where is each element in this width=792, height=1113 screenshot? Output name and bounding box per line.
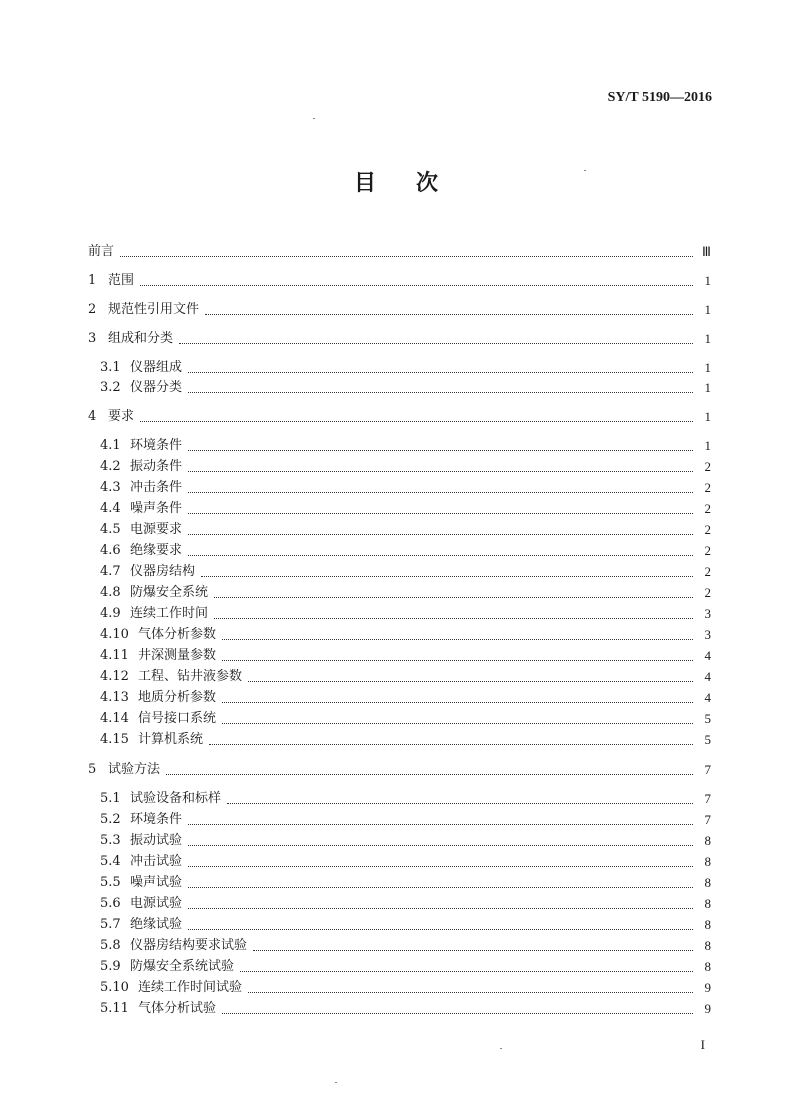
toc-entry[interactable]	[100, 874, 711, 892]
toc-entry-label: 噪声试验	[130, 875, 183, 890]
toc-entry-page: 7	[704, 762, 711, 777]
toc-entry[interactable]	[88, 408, 711, 426]
dot-leader	[188, 371, 693, 373]
toc-entry-number: 4.15	[100, 732, 129, 747]
toc-entry-number: 4.3	[100, 480, 121, 495]
dot-leader	[140, 284, 693, 286]
toc-entry-number: 4.2	[100, 459, 121, 474]
toc-entry-page: 2	[704, 522, 711, 537]
toc-entry-number: 4	[88, 409, 97, 424]
toc-entry-number: 3	[88, 331, 97, 346]
scan-speck	[335, 1082, 337, 1083]
toc-entry-number: 5.11	[100, 1001, 129, 1016]
toc-entry-label: 要求	[108, 409, 135, 424]
toc-entry-page: 8	[704, 917, 711, 932]
dot-leader	[188, 865, 693, 867]
toc-entry-number: 4.4	[100, 501, 121, 516]
dot-leader	[222, 659, 693, 661]
toc-entry-page: 9	[704, 980, 711, 995]
toc-entry-label: 电源试验	[130, 896, 183, 911]
toc-entry-page: 9	[704, 1001, 711, 1016]
dot-leader	[188, 823, 693, 825]
dot-leader	[201, 575, 693, 577]
toc-entry[interactable]	[100, 689, 711, 707]
toc-entry[interactable]	[88, 243, 711, 261]
toc-entry[interactable]	[100, 1000, 711, 1018]
toc-entry[interactable]	[100, 521, 711, 539]
dot-leader	[188, 554, 693, 556]
toc-entry-number: 4.8	[100, 585, 121, 600]
title-char-2: 次	[416, 170, 439, 196]
toc-entry-number: 5.9	[100, 959, 121, 974]
dot-leader	[205, 313, 693, 315]
toc-entry-number: 5.2	[100, 812, 121, 827]
toc-entry[interactable]	[100, 832, 711, 850]
toc-entry-page: 7	[704, 812, 711, 827]
toc-entry-label: 工程、钻井液参数	[138, 669, 243, 684]
toc-entry-page: 1	[704, 380, 711, 395]
toc-entry-number: 5.6	[100, 896, 121, 911]
toc-entry-number: 4.11	[100, 648, 129, 663]
toc-entry-number: 4.13	[100, 690, 129, 705]
standard-code: SY/T 5190—2016	[607, 90, 712, 105]
toc-entry-page: Ⅲ	[702, 244, 711, 259]
toc-entry-label: 气体分析参数	[138, 627, 217, 642]
toc-entry[interactable]	[100, 668, 711, 686]
toc-entry[interactable]	[100, 479, 711, 497]
toc-entry-number: 1	[88, 273, 97, 288]
toc-entry-number: 5.8	[100, 938, 121, 953]
toc-entry-label: 试验方法	[108, 762, 161, 777]
toc-entry-number: 4.5	[100, 522, 121, 537]
toc-entry-number: 5.5	[100, 875, 121, 890]
dot-leader	[188, 928, 693, 930]
dot-leader	[248, 680, 693, 682]
toc-entry-page: 4	[704, 669, 711, 684]
toc-entry-page: 2	[704, 501, 711, 516]
dot-leader	[120, 255, 693, 257]
toc-entry-label: 环境条件	[130, 438, 183, 453]
toc-entry[interactable]	[100, 647, 711, 665]
dot-leader	[188, 491, 693, 493]
toc-entry-label: 电源要求	[130, 522, 183, 537]
toc-entry-page: 2	[704, 564, 711, 579]
dot-leader	[166, 773, 693, 775]
toc-entry-page: 2	[704, 459, 711, 474]
dot-leader	[188, 886, 693, 888]
toc-entry-page: 4	[704, 690, 711, 705]
dot-leader	[188, 391, 693, 393]
toc-entry[interactable]	[100, 584, 711, 602]
toc-entry-label: 噪声条件	[130, 501, 183, 516]
toc-entry[interactable]	[100, 437, 711, 455]
toc-entry-page: 8	[704, 959, 711, 974]
toc-entry-page: 2	[704, 480, 711, 495]
toc-entry[interactable]	[100, 379, 711, 397]
toc-entry-number: 4.14	[100, 711, 129, 726]
toc-entry[interactable]	[100, 937, 711, 955]
toc-entry-label: 仪器分类	[130, 380, 183, 395]
toc-entry[interactable]	[100, 458, 711, 476]
toc-entry[interactable]	[100, 853, 711, 871]
dot-leader	[227, 802, 693, 804]
toc-entry-label: 信号接口系统	[138, 711, 217, 726]
dot-leader	[188, 449, 693, 451]
dot-leader	[214, 617, 693, 619]
toc-entry-page: 1	[704, 273, 711, 288]
toc-entry-page: 8	[704, 896, 711, 911]
toc-entry-number: 5.3	[100, 833, 121, 848]
toc-entry-number: 4.9	[100, 606, 121, 621]
dot-leader	[222, 638, 693, 640]
toc-entry[interactable]	[100, 710, 711, 728]
toc-entry-page: 1	[704, 360, 711, 375]
toc-entry[interactable]	[100, 979, 711, 997]
toc-entry-page: 5	[704, 732, 711, 747]
toc-entry-label: 组成和分类	[108, 331, 174, 346]
toc-entry-label: 绝缘试验	[130, 917, 183, 932]
toc-entry[interactable]	[100, 563, 711, 581]
toc-entry-page: 2	[704, 585, 711, 600]
title-char-1: 目	[353, 170, 376, 196]
toc-entry-page: 1	[704, 331, 711, 346]
dot-leader	[214, 596, 693, 598]
toc-entry-number: 4.1	[100, 438, 121, 453]
toc-entry-label: 仪器组成	[130, 360, 183, 375]
toc-entry-label: 防爆安全系统	[130, 585, 209, 600]
toc-entry[interactable]	[100, 500, 711, 518]
toc-entry-number: 3.2	[100, 380, 121, 395]
toc-entry-label: 冲击条件	[130, 480, 183, 495]
toc-entry-label: 连续工作时间	[130, 606, 209, 621]
toc-entry-number: 4.7	[100, 564, 121, 579]
toc-entry[interactable]	[100, 790, 711, 808]
toc-entry-page: 1	[704, 409, 711, 424]
scan-speck	[313, 118, 315, 119]
dot-leader	[188, 844, 693, 846]
dot-leader	[188, 907, 693, 909]
scan-speck	[500, 1048, 502, 1049]
toc-entry[interactable]	[100, 916, 711, 934]
toc-entry-page: 7	[704, 791, 711, 806]
toc-entry-label: 连续工作时间试验	[138, 980, 243, 995]
dot-leader	[222, 722, 693, 724]
toc-entry[interactable]	[100, 811, 711, 829]
toc-entry-label: 绝缘要求	[130, 543, 183, 558]
toc-entry-page: 8	[704, 938, 711, 953]
dot-leader	[222, 701, 693, 703]
toc-entry-page: 5	[704, 711, 711, 726]
toc-entry-page: 8	[704, 854, 711, 869]
toc-entry[interactable]	[100, 359, 711, 377]
toc-entry-number: 5.10	[100, 980, 129, 995]
toc-entry-number: 5.7	[100, 917, 121, 932]
toc-entry-page: 1	[704, 302, 711, 317]
toc-entry[interactable]	[100, 626, 711, 644]
dot-leader	[248, 991, 693, 993]
scan-speck	[584, 170, 586, 171]
toc-entry-page: 2	[704, 543, 711, 558]
dot-leader	[253, 949, 693, 951]
toc-entry-label: 防爆安全系统试验	[130, 959, 235, 974]
toc-entry-page: 8	[704, 875, 711, 890]
toc-entry-number: 4.10	[100, 627, 129, 642]
toc-entry[interactable]	[100, 731, 711, 749]
dot-leader	[240, 970, 693, 972]
toc-entry-label: 仪器房结构要求试验	[130, 938, 248, 953]
page-number: I	[700, 1037, 705, 1052]
toc-entry-label: 振动条件	[130, 459, 183, 474]
toc-entry-label: 地质分析参数	[138, 690, 217, 705]
toc-entry-label: 规范性引用文件	[108, 302, 200, 317]
toc-entry-page: 3	[704, 627, 711, 642]
toc-entry-page: 3	[704, 606, 711, 621]
toc-entry-number: 4.6	[100, 543, 121, 558]
dot-leader	[179, 342, 693, 344]
toc-entry-number: 4.12	[100, 669, 129, 684]
toc-entry[interactable]	[100, 605, 711, 623]
toc-entry[interactable]	[100, 958, 711, 976]
dot-leader	[140, 420, 693, 422]
dot-leader	[209, 743, 693, 745]
toc-entry-label: 前言	[88, 244, 115, 259]
toc-entry-number: 2	[88, 302, 97, 317]
toc-entry-label: 计算机系统	[138, 732, 204, 747]
toc-entry-page: 1	[704, 438, 711, 453]
toc-entry-number: 5.4	[100, 854, 121, 869]
toc-entry-label: 试验设备和标样	[130, 791, 222, 806]
toc-entry-label: 环境条件	[130, 812, 183, 827]
dot-leader	[188, 533, 693, 535]
toc-entry[interactable]	[100, 895, 711, 913]
toc-entry-label: 冲击试验	[130, 854, 183, 869]
toc-entry[interactable]	[100, 542, 711, 560]
dot-leader	[188, 512, 693, 514]
toc-entry-page: 8	[704, 833, 711, 848]
toc-entry[interactable]	[88, 272, 711, 290]
toc-entry[interactable]	[88, 330, 711, 348]
toc-entry-number: 5.1	[100, 791, 121, 806]
toc-entry-label: 井深测量参数	[138, 648, 217, 663]
toc-entry-label: 仪器房结构	[130, 564, 196, 579]
toc-entry-number: 3.1	[100, 360, 121, 375]
toc-entry[interactable]	[88, 301, 711, 319]
toc-entry[interactable]	[88, 761, 711, 779]
toc-entry-number: 5	[88, 762, 97, 777]
toc-entry-label: 振动试验	[130, 833, 183, 848]
toc-entry-label: 范围	[108, 273, 135, 288]
dot-leader	[188, 470, 693, 472]
page-title	[0, 166, 792, 197]
dot-leader	[222, 1012, 693, 1014]
toc-entry-label: 气体分析试验	[138, 1001, 217, 1016]
toc-entry-page: 4	[704, 648, 711, 663]
